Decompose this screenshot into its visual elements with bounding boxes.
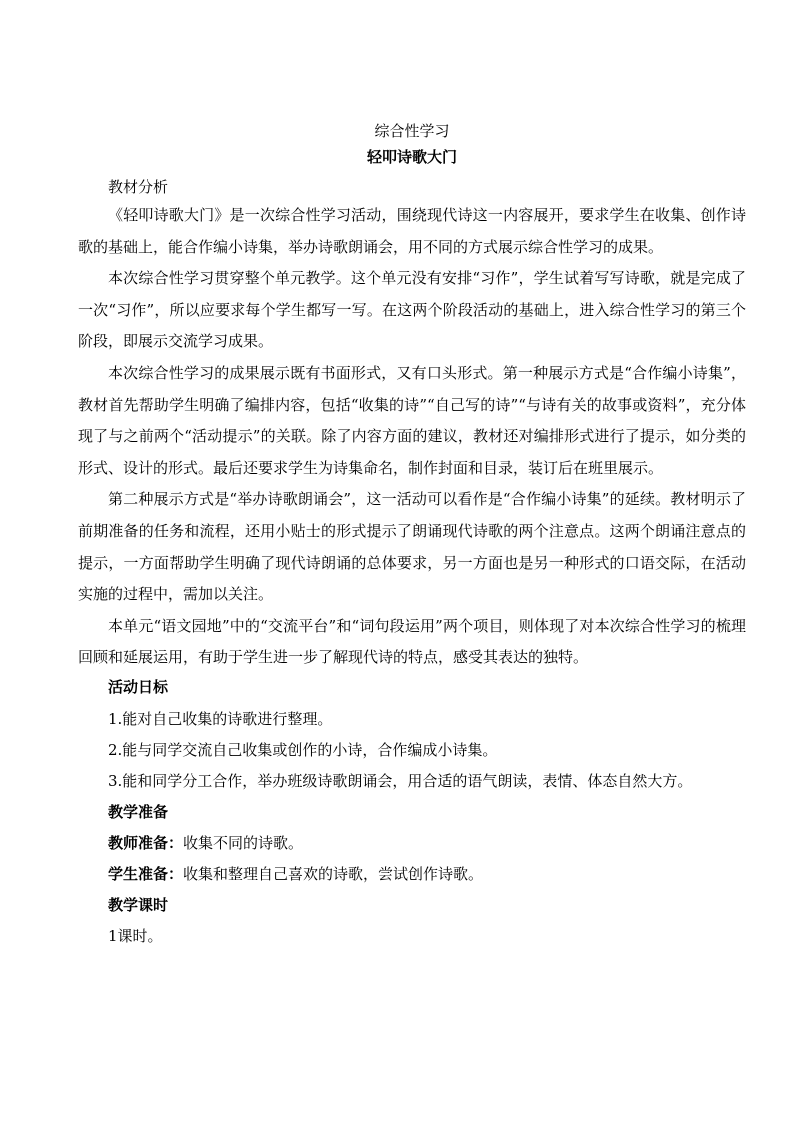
section-textbook-analysis: [78, 174, 746, 674]
paragraph-2: 本次综合性学习贯穿整个单元教学。这个单元没有安排“习作”，学生试着写写诗歌，就是完成了一次“习作”，所以应要求每个学生都写一写。在这两个阶段活动的基础上，进入综合性学习的第三个阶段，即展示交流学习成果。: [78, 269, 746, 351]
paragraph-5: 本单元“语文园地”中的“交流平台”和“词句段运用”两个项目，则体现了对本次综合性学习的梳理回顾和延展运用，有助于学生进一步了解现代诗的特点，感受其表达的独特。: [78, 616, 746, 667]
section-heading-hours: 教学课时: [108, 895, 169, 914]
student-prep: [78, 859, 746, 890]
section-class-hours: [78, 890, 746, 952]
teacher-prep: [78, 828, 746, 859]
section-teaching-prep: [78, 797, 746, 890]
section-heading-goals: 活动日标: [108, 677, 169, 696]
goal-item-1: 1.能对自己收集的诗歌进行整理。: [108, 709, 333, 728]
class-hours-text: 1课时。: [108, 926, 163, 945]
section-heading-prep: 教学准备: [108, 802, 169, 821]
paragraph-1: 《轻叩诗歌大门》是一次综合性学习活动，围绕现代诗这一内容展开，要求学生在收集、创作诗歌的基础上，能合作编小诗集，举办诗歌朗诵会，用不同的方式展示综合性学习的成果。: [78, 206, 746, 256]
student-prep-label: 学生准备：: [108, 864, 184, 883]
paragraph-4: 第二种展示方式是“举办诗歌朗诵会”，这一活动可以看作是“合作编小诗集”的延续。教材明示了前期准备的任务和流程，还用小贴士的形式提示了朗诵现代诗歌的两个注意点。这两个朗诵注意点的提示，一方面帮助学生明确了现代诗朗诵的总体要求，另一方面也是另一种形式的口语交际，在活动实施的过程中，需加以关注。: [78, 490, 746, 604]
teacher-prep-text: 收集不同的诗歌。: [183, 833, 304, 852]
doc-title: 综合性学习: [374, 122, 450, 140]
student-prep-text: 收集和整理自己喜欢的诗歌，尝试创作诗歌。: [183, 864, 484, 883]
teacher-prep-label: 教师准备：: [108, 833, 184, 852]
doc-subtitle: 轻叩诗歌大门: [366, 148, 457, 166]
goal-item-2: 2.能与同学交流自己收集或创作的小诗，合作编成小诗集。: [108, 740, 498, 759]
goal-item-3: 3.能和同学分工合作，举办班级诗歌朗诵会，用合适的语气朗读，表情、体态自然大方。: [108, 771, 693, 790]
section-heading-analysis: 教材分析: [108, 178, 169, 196]
section-activity-goals: [78, 674, 746, 797]
paragraph-3: 本次综合性学习的成果展示既有书面形式，又有口头形式。第一种展示方式是“合作编小诗集”，教材首先帮助学生明确了编排内容，包括“收集的诗”“自己写的诗”“与诗有关的故事或资料”，充分体现了与之前两个“活动提示”的关联。除了内容方面的建议，教材还对编排形式进行了提示，如分类的形式、设计的形式。最后还要求学生为诗集命名，制作封面和目录，装订后在班里展示。: [78, 363, 746, 477]
